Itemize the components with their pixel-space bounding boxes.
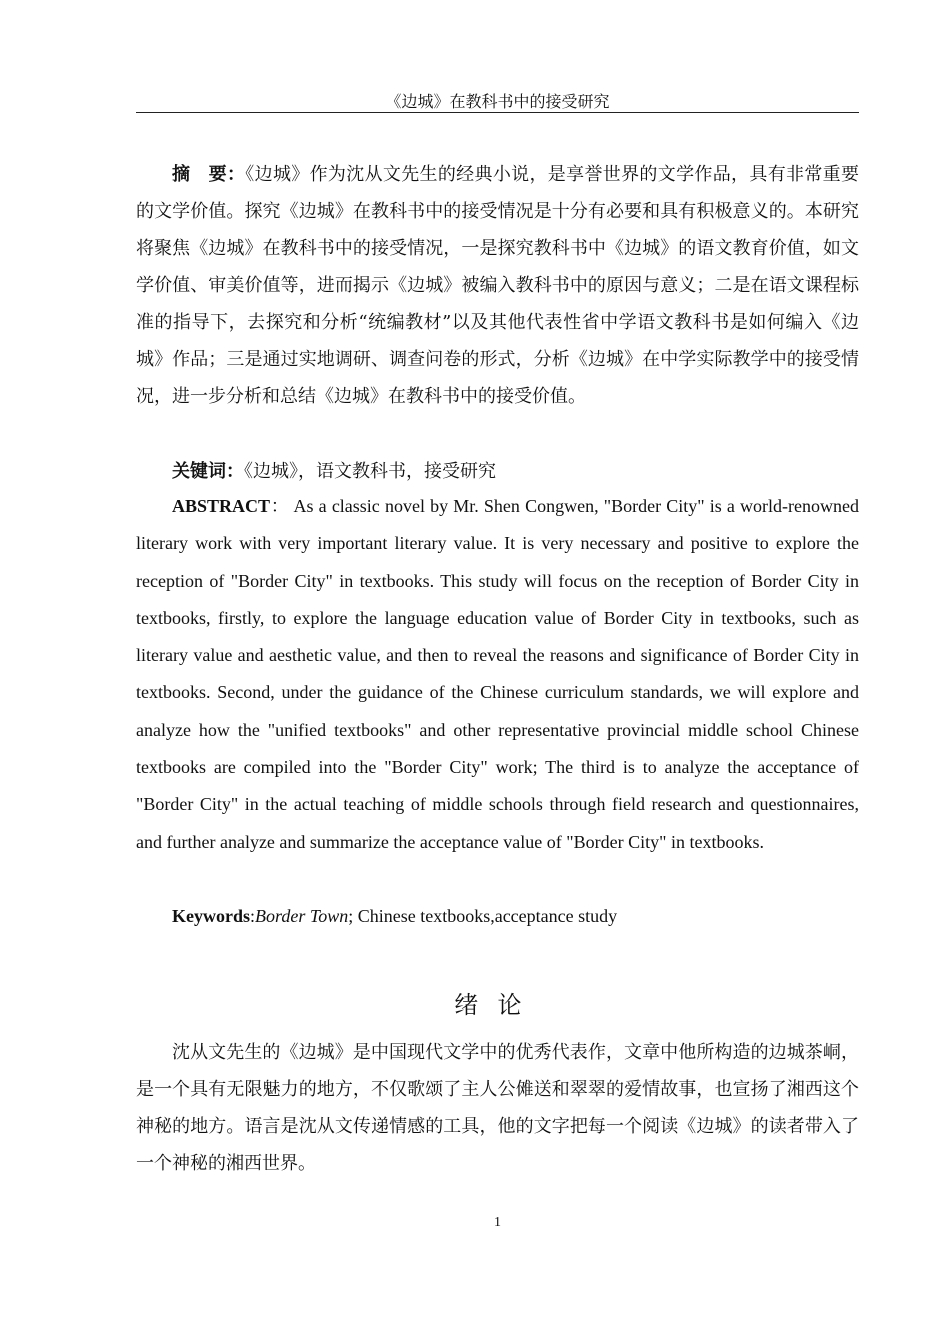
keywords-zh-label: 关键词： bbox=[172, 461, 244, 482]
abstract-en-label: ABSTRACT bbox=[172, 496, 271, 516]
keywords-zh-block bbox=[136, 457, 859, 487]
header-rule bbox=[136, 112, 859, 113]
keywords-en-rest: ; Chinese textbooks,acceptance study bbox=[348, 906, 618, 926]
introduction-block bbox=[136, 1034, 859, 1182]
abstract-zh-text: 《边城》作为沈从文先生的经典小说，是享誉世界的文学作品，具有非常重要的文学价值。探究《边城》在教科书中的接受情况是十分有必要和具有积极意义的。本研究将聚焦《边城》在教科书中的接受情况，一是探究教科书中《边城》的语文教育价值，如文学价值、审美价值等，进而揭示《边城》被编入教科书中的原因与意义；二是在语文课程标准的指导下，去探究和分析“统编教材”以及其他代表性省中学语文教科书是如何编入《边城》作品；三是通过实地调研、调查问卷的形式，分析《边城》在中学实际教学中的接受情况，进一步分析和总结《边城》在教科书中的接受价值。 bbox=[136, 164, 859, 407]
abstract-en-block bbox=[136, 488, 859, 861]
page-number: 1 bbox=[494, 1215, 501, 1230]
keywords-en-separator: : bbox=[250, 906, 256, 926]
introduction-title: 绪论 bbox=[454, 991, 541, 1019]
abstract-zh-paragraph bbox=[136, 156, 859, 415]
keywords-en-label: Keywords bbox=[172, 906, 250, 926]
abstract-en-separator: ： bbox=[270, 496, 290, 516]
abstract-en-text: As a classic novel by Mr. Shen Congwen, "Border City" is a world-renowned literary work with very important literary value. It is very necessary and positive to explore the reception of "Border City" in textbooks. This study will focus on the reception of Border City in textbooks, firstly, to explore the language education value of Border City in textbooks, such as literary value and aesthetic value, and then to reveal the reasons and significance of Border City in textbooks. Second, under the guidance of the Chinese curriculum standards, we will explore and analyze how the "unified textbooks" and other representative provincial middle school Chinese textbooks are compiled into the "Border City" work; The third is to analyze the acceptance of "Border City" in the actual teaching of middle schools through field research and questionnaires, and further analyze and summarize the acceptance value of "Border City" in textbooks. bbox=[136, 496, 859, 852]
keywords-en-italic: Border Town bbox=[255, 906, 349, 926]
keywords-zh-text: 《边城》，语文教科书，接受研究 bbox=[244, 461, 496, 482]
running-header: 《边城》在教科书中的接受研究 bbox=[385, 92, 610, 111]
keywords-zh-paragraph bbox=[136, 457, 859, 487]
keywords-en-block bbox=[136, 901, 859, 931]
introduction-paragraph: 沈从文先生的《边城》是中国现代文学中的优秀代表作，文章中他所构造的边城茶峒，是一个具有无限魅力的地方，不仅歌颂了主人公傩送和翠翠的爱情故事，也宣扬了湘西这个神秘的地方。语言是沈从文传递情感的工具，他的文字把每一个阅读《边城》的读者带入了一个神秘的湘西世界。 bbox=[136, 1042, 859, 1174]
abstract-zh-block bbox=[136, 156, 859, 415]
abstract-zh-label: 摘 要： bbox=[172, 164, 246, 185]
abstract-en-paragraph bbox=[136, 488, 859, 861]
keywords-en-paragraph bbox=[136, 901, 859, 931]
